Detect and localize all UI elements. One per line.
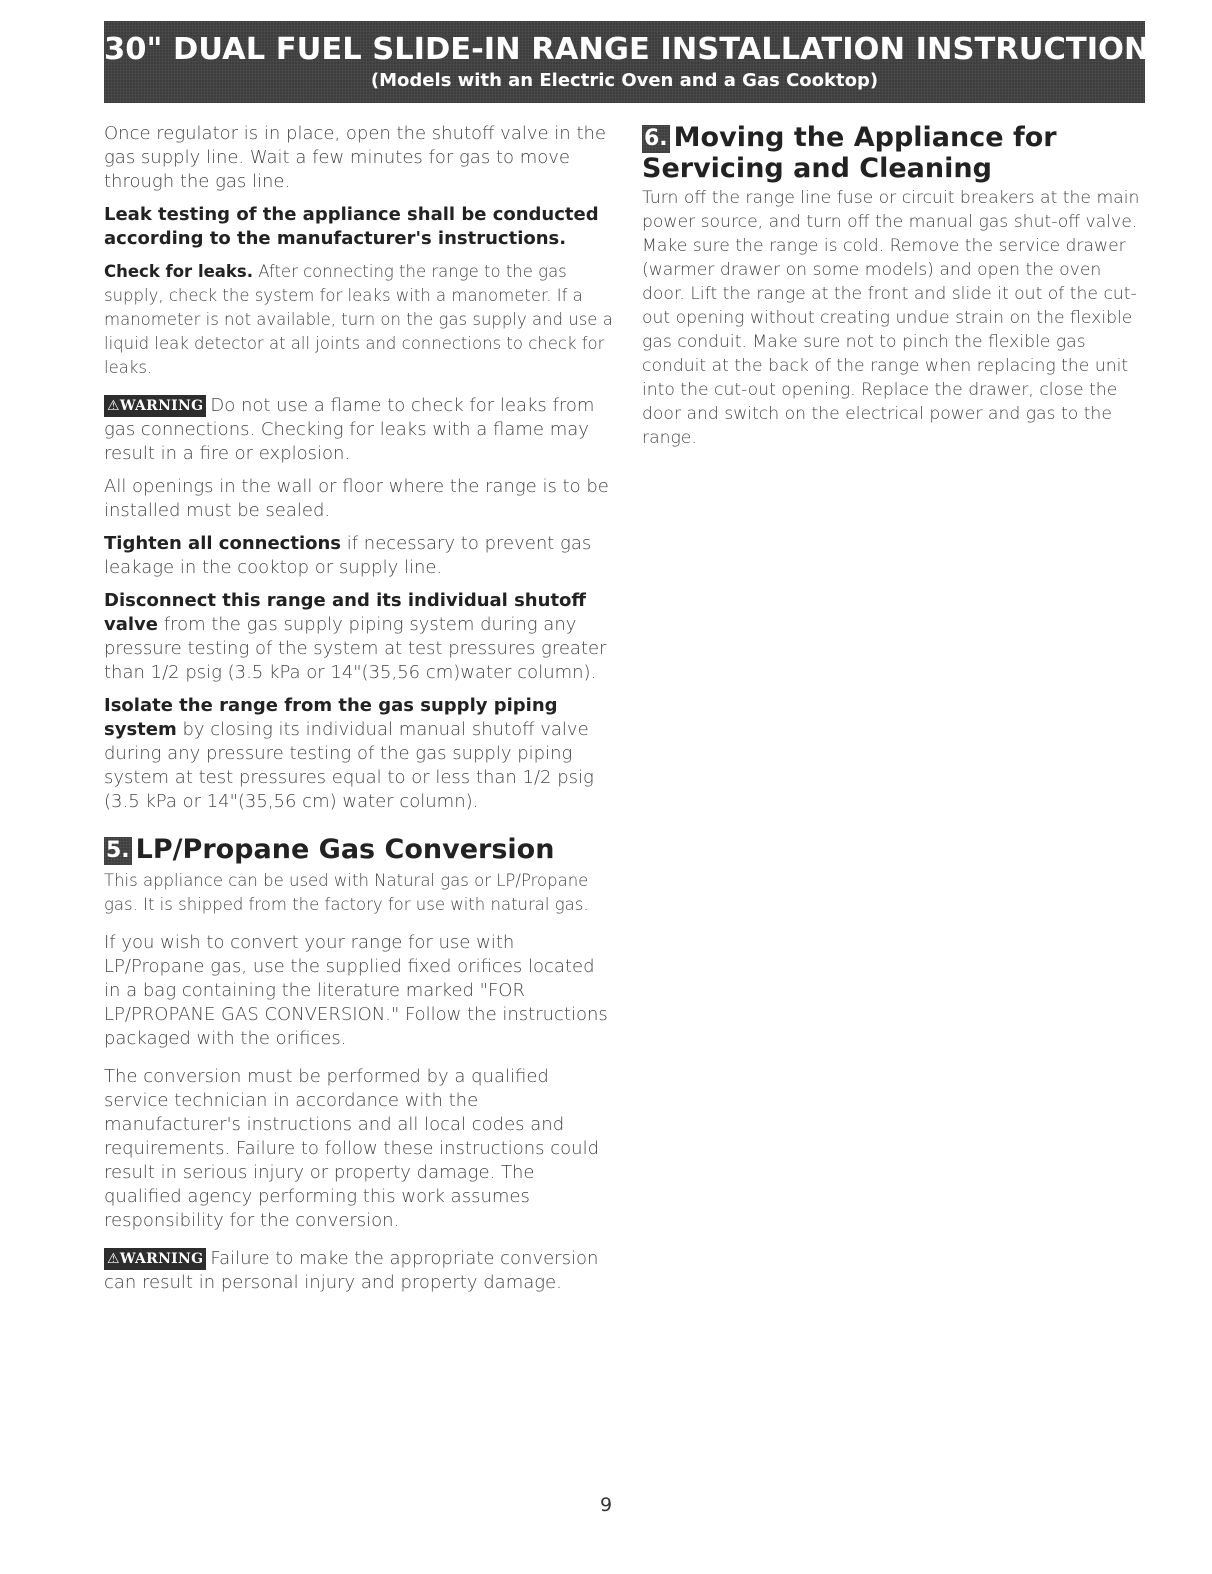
- section-6-title-line1: Moving the Appliance for: [673, 122, 1057, 153]
- section-6-number: 6.: [644, 126, 668, 151]
- header-banner: [104, 21, 1172, 103]
- section-5-heading: [104, 834, 616, 865]
- right-column: [642, 122, 1147, 459]
- disconnect-paragraph: [104, 589, 616, 685]
- warning-triangle-icon-2: ⚠: [107, 1251, 120, 1267]
- isolate-paragraph: [104, 694, 616, 814]
- warning-conversion-text: Failure to make the appropriate conversion can result in personal injury and property damage.: [104, 1248, 599, 1293]
- regulator-paragraph: Once regulator is in place, open the shutoff valve in the gas supply line. Wait a few minutes for gas to move through the gas line.: [104, 123, 606, 192]
- warning-badge-2: [104, 1248, 206, 1270]
- warning-flame-text: Do not use a flame to check for leaks from gas connections. Checking for leaks with a flame may result in a fire or explosion.: [104, 395, 595, 464]
- warning-badge: [104, 395, 206, 417]
- section-6-title-line2: Servicing and Cleaning: [642, 153, 992, 184]
- warning-conversion-paragraph: [104, 1247, 616, 1295]
- section-5-title: LP/Propane Gas Conversion: [135, 834, 555, 865]
- check-leaks-lead: Check for leaks.: [104, 262, 253, 281]
- page-number: 9: [599, 1494, 613, 1516]
- qualified-technician-paragraph: The conversion must be performed by a qualified service technician in accordance with the manufacturer's instructions and all local codes and requirements. Failure to follow these instructions could result in serious injury or property damage. The qualified agency performing this work assumes responsibility for the conversion.: [104, 1066, 600, 1231]
- moving-appliance-paragraph: Turn off the range line fuse or circuit breakers at the main power source, and turn off the manual gas shut-off valve. Make sure the range is cold. Remove the service drawer (warmer drawer on some models) and open the oven door. Lift the range at the front and slide it out of the cut-out opening without creating undue strain on the flexible gas conduit. Make sure not to pinch the flexible gas conduit at the back of the range when replacing the unit into the cut-out opening. Replace the drawer, close the door and switch on the electrical power and gas to the range.: [642, 188, 1140, 448]
- check-leaks-paragraph: [104, 260, 616, 380]
- natural-gas-paragraph: This appliance can be used with Natural gas or LP/Propane gas. It is shipped from the factory for use with natural gas.: [104, 871, 589, 914]
- check-leaks-body: After connecting the range to the gas supply, check the system for leaks with a manometer. If a manometer is not available, turn on the gas supply and use a liquid leak detector at all joints and connections to check for leaks.: [104, 262, 613, 377]
- disconnect-lead: Disconnect this range and its individual shutoff valve: [104, 590, 586, 635]
- tighten-body: if necessary to prevent gas leakage in the cooktop or supply line.: [104, 533, 592, 578]
- warning-flame-paragraph: [104, 394, 616, 466]
- document-subtitle: (Models with an Electric Oven and a Gas Cooktop): [370, 70, 879, 91]
- warning-label: WARNING: [119, 398, 204, 414]
- section-6-heading: [642, 122, 1147, 184]
- section-5-number: 5.: [106, 838, 130, 863]
- convert-paragraph: If you wish to convert your range for use with LP/Propane gas, use the supplied fixed orifices located in a bag containing the literature marked "FOR LP/PROPANE GAS CONVERSION." Follow the instructions packaged with the orifices.: [104, 932, 608, 1049]
- left-column: [104, 122, 616, 1304]
- tighten-paragraph: [104, 532, 616, 580]
- isolate-lead: Isolate the range from the gas supply piping system: [104, 695, 558, 740]
- leak-testing-notice: Leak testing of the appliance shall be conducted according to the manufacturer's instructions.: [104, 204, 599, 249]
- warning-triangle-icon: ⚠: [107, 398, 120, 414]
- warning-label-2: WARNING: [119, 1251, 204, 1267]
- document-title: 30" DUAL FUEL SLIDE-IN RANGE INSTALLATION INSTRUCTIONS: [104, 32, 1172, 67]
- disconnect-body: from the gas supply piping system during any pressure testing of the system at test pressures greater than 1/2 psig (3.5 kPa or 14"(35,56 cm)water column).: [104, 614, 607, 683]
- openings-paragraph: All openings in the wall or floor where the range is to be installed must be sealed.: [104, 476, 609, 521]
- isolate-body: by closing its individual manual shutoff valve during any pressure testing of the gas supply piping system at test pressures equal to or less than 1/2 psig (3.5 kPa or 14"(35,56 cm) water column).: [104, 719, 594, 812]
- tighten-lead: Tighten all connections: [104, 533, 342, 554]
